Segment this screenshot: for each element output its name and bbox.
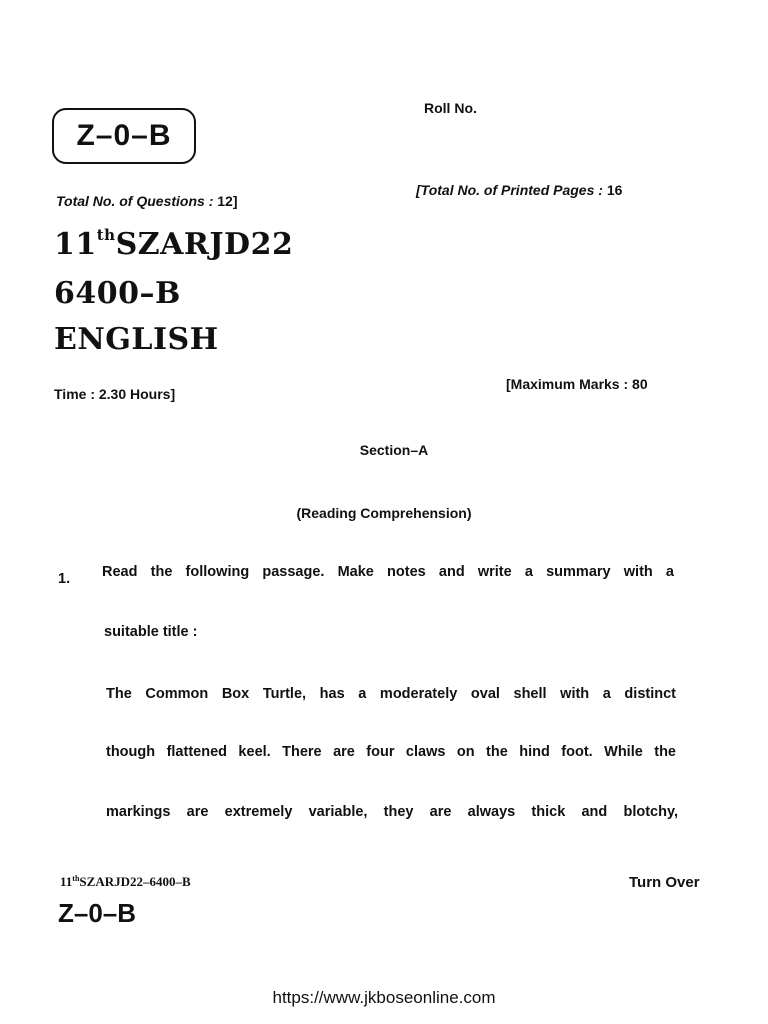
footer-code-prefix: 11 [60,874,73,889]
exam-code: SZARJD22 [115,227,294,262]
paper-code-box-label: Z–0–B [76,119,172,152]
total-printed-pages [416,182,622,198]
maximum-marks: [Maximum Marks : 80 [506,376,648,392]
passage-line: The Common Box Turtle, has a moderately oval shell with a distinct [106,686,676,702]
printed-pages-label: [Total No. of Printed Pages : [416,182,603,198]
roll-number-label: Roll No. [424,100,477,116]
exam-code-title [54,226,293,262]
footer-code-superscript: th [72,874,80,883]
time-allowed: Time : 2.30 Hours] [54,386,176,402]
paper-code-title: 6400–B [54,276,181,311]
turn-over-label: Turn Over [629,874,700,891]
passage-line: though flattened keel. There are four claws on the hind foot. While the [106,744,676,760]
source-url[interactable]: https://www.jkboseonline.com [272,988,496,1007]
subject-title: ENGLISH [54,322,219,357]
total-questions [56,193,238,209]
printed-pages-value: 16 [606,182,623,198]
section-heading: Section–A [359,442,429,458]
paper-code-box [52,108,196,164]
question-instruction-line1: Read the following passage. Make notes and write a summary with a [102,564,674,580]
total-questions-value: 12] [217,193,238,209]
passage-line: markings are extremely variable, they are always thick and blotchy, [106,804,678,820]
question-number: 1. [58,571,71,587]
footer-code-suffix: SZARJD22–6400–B [79,874,191,889]
total-questions-label: Total No. of Questions : [56,193,214,209]
grade-number: 11 [54,227,97,262]
section-subheading: (Reading Comprehension) [296,505,472,521]
grade-superscript: th [96,226,116,244]
footer-paper-set: Z–0–B [58,898,137,928]
question-instruction-line2: suitable title : [104,624,198,640]
footer-paper-code [60,874,191,890]
